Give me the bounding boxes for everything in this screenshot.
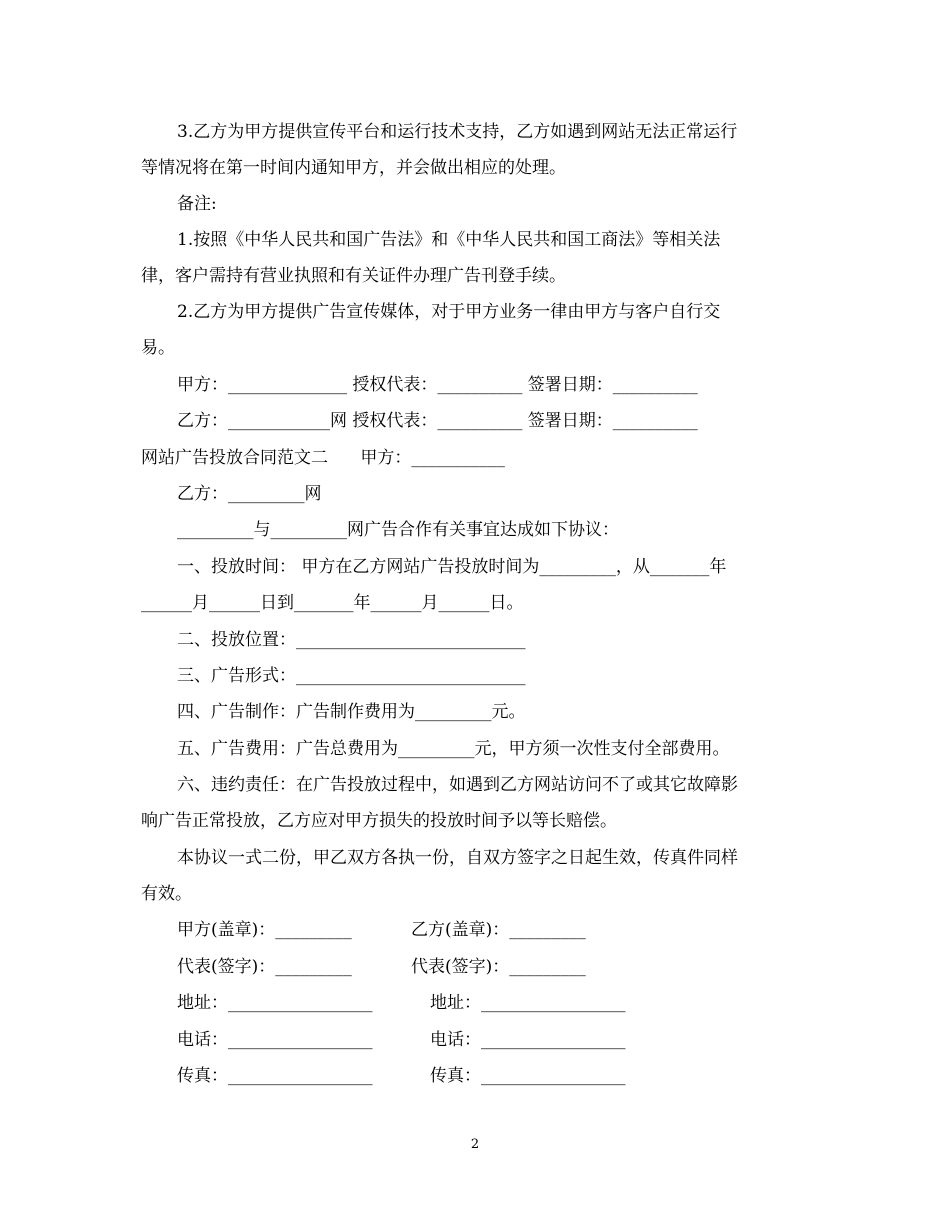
clause-line: ______月______日到_______年______月______日。 [141,593,524,613]
text-line: 乙方：_________网 [177,484,322,504]
party-b-signature-field: 代表(签字)：_________ [411,957,586,977]
text-line: 1.按照《中华人民共和国广告法》和《中华人民共和国工商法》等相关法 [177,230,721,250]
party-b-phone-field: 电话：_________________ [430,1030,626,1050]
party-a-signature-field: 代表(签字)：_________ [177,957,352,977]
text-line: 2.乙方为甲方提供广告宣传媒体，对于甲方业务一律由甲方与客户自行交 [177,302,721,322]
page-number: 2 [470,1137,480,1152]
text-line: 律，客户需持有营业执照和有关证件办理广告刊登手续。 [141,266,566,286]
party-a-fax-field: 传真：_________________ [177,1066,373,1086]
text-line: 等情况将在第一时间内通知甲方，并会做出相应的处理。 [141,158,566,178]
clause-line: 响广告正常投放，乙方应对甲方损失的投放时间予以等长赔偿。 [141,811,617,831]
text-line: 备注: [177,194,217,214]
clause-line: 四、广告制作：广告制作费用为_________元。 [177,702,526,722]
party-a-seal-field: 甲方(盖章)：_________ [177,920,352,940]
text-line: 易。 [141,338,175,358]
clause-line: 三、广告形式：___________________________ [177,666,526,686]
party-b-seal-field: 乙方(盖章)：_________ [411,920,586,940]
text-line: 有效。 [141,884,192,904]
party-a-address-field: 地址：_________________ [177,993,373,1013]
text-line: 本协议一式二份，甲乙双方各执一份，自双方签字之日起生效，传真件同样 [177,848,738,868]
text-line: 3.乙方为甲方提供宣传平台和运行技术支持，乙方如遇到网站无法正常运行 [177,122,738,142]
clause-line: 六、违约责任：在广告投放过程中，如遇到乙方网站访问不了或其它故障影 [177,775,738,795]
clause-line: 五、广告费用：广告总费用为_________元，甲方须一次性支付全部费用。 [177,739,730,759]
party-a-phone-field: 电话：_________________ [177,1030,373,1050]
signature-line-party-a: 甲方：______________ 授权代表：__________ 签署日期：__________ [177,375,698,395]
party-b-address-field: 地址：_________________ [430,993,626,1013]
section-title-line: 网站广告投放合同范文二 甲方：___________ [141,448,505,468]
signature-line-party-b: 乙方：____________网 授权代表：__________ 签署日期：__________ [177,411,698,431]
clause-line: 一、投放时间： 甲方在乙方网站广告投放时间为_________，从_______年 [177,557,727,577]
party-b-fax-field: 传真：_________________ [430,1066,626,1086]
text-line: _________与_________网广告合作有关事宜达成如下协议： [177,520,619,540]
clause-line: 二、投放位置：___________________________ [177,630,526,650]
